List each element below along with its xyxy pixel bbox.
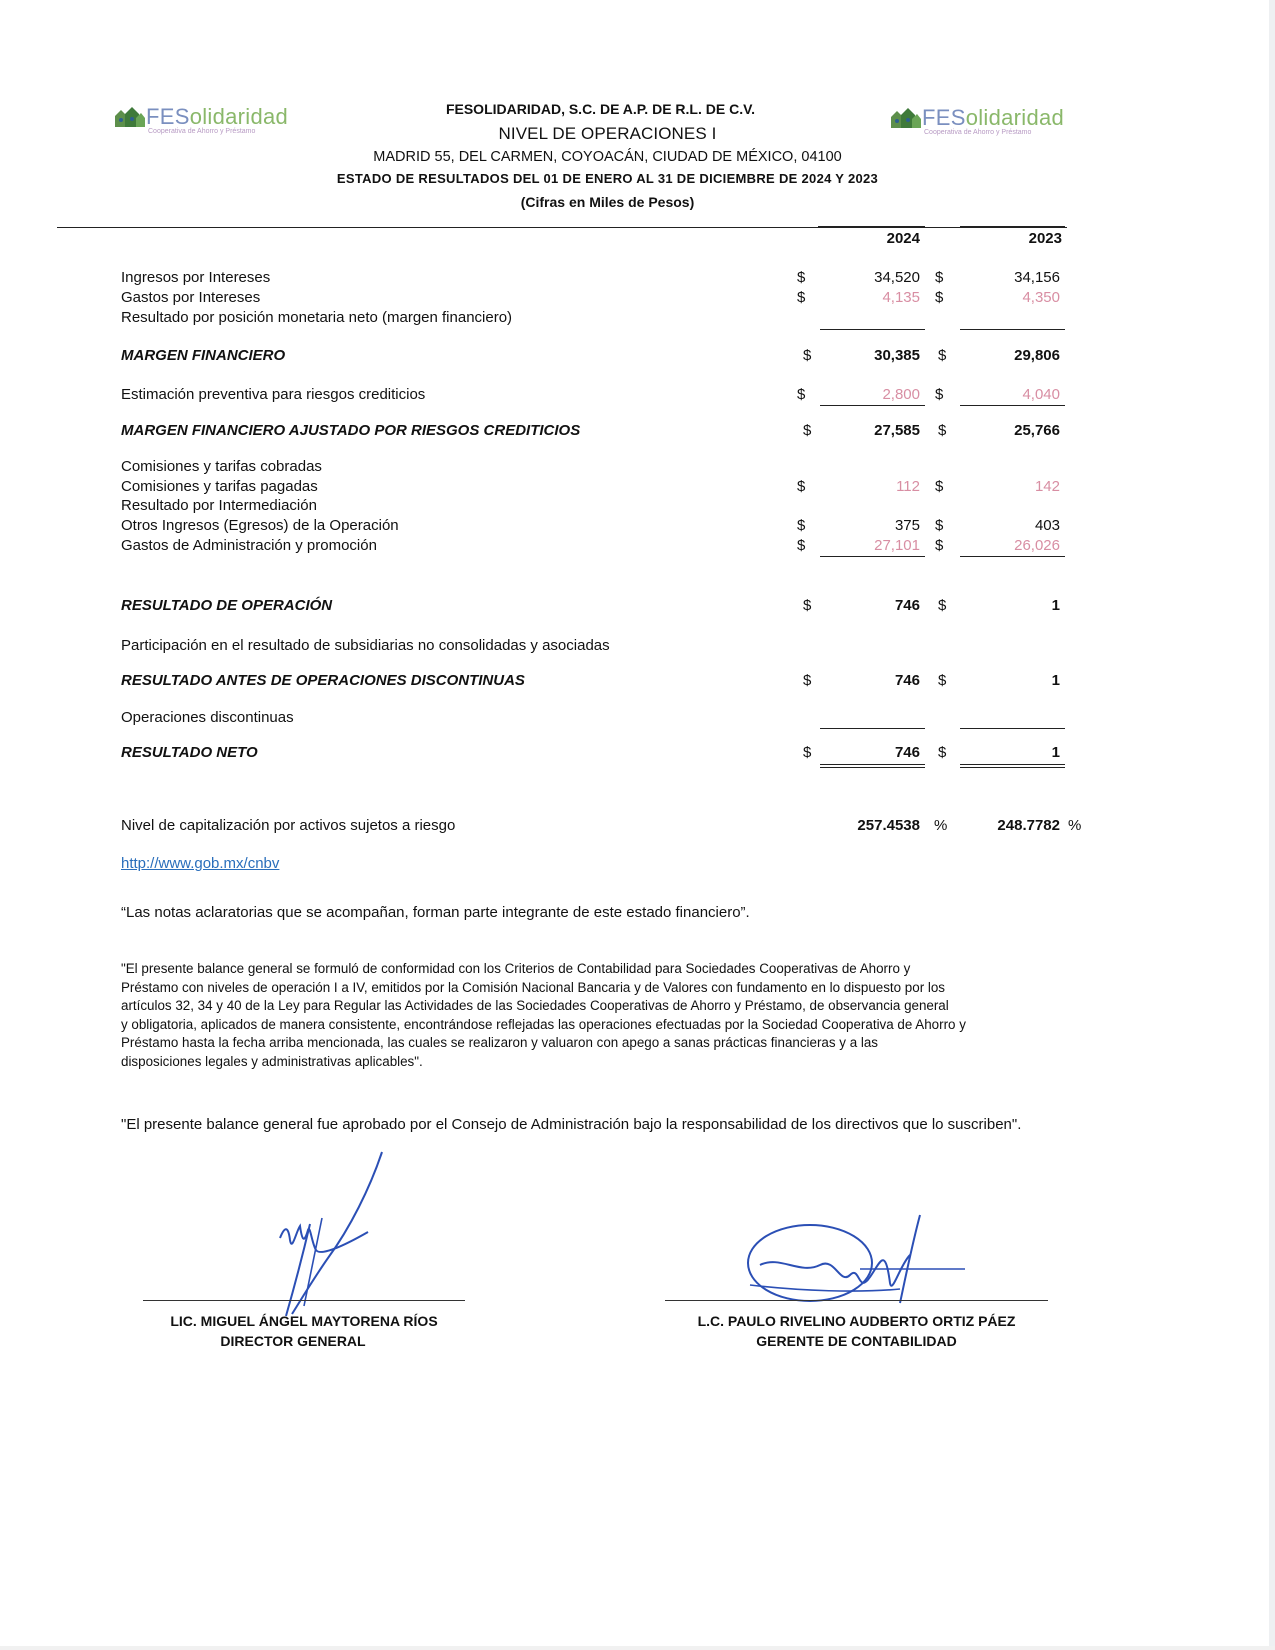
subtotal-rule (820, 728, 925, 729)
currency-symbol: $ (803, 744, 812, 761)
table-row (0, 744, 1275, 764)
currency-symbol: $ (938, 347, 947, 364)
row-label: Operaciones discontinuas (121, 709, 294, 726)
units-note: (Cifras en Miles de Pesos) (520, 194, 695, 210)
currency-symbol: $ (803, 422, 812, 439)
company-address: MADRID 55, DEL CARMEN, COYOACÁN, CIUDAD DE MÉXICO, 04100 (373, 149, 842, 165)
table-row (0, 537, 1275, 557)
currency-symbol: $ (935, 478, 944, 495)
row-label: Gastos por Intereses (121, 289, 261, 306)
value-2023: 403 (1034, 517, 1060, 534)
row-label: RESULTADO NETO (121, 744, 258, 761)
currency-symbol: $ (935, 386, 944, 403)
signature-line-accountant (665, 1300, 1048, 1301)
subtotal-rule (820, 329, 925, 330)
table-row (0, 597, 1275, 617)
header-rule (57, 227, 1067, 228)
table-row (0, 478, 1275, 498)
total-rule (960, 764, 1065, 765)
paragraph-line: disposiciones legales y administrativas aplicables". (121, 1053, 423, 1069)
year-header-2023: 2023 (1028, 230, 1062, 247)
currency-symbol: $ (938, 672, 947, 689)
paragraph-line: y obligatoria, aplicados de manera consistente, encontrándose reflejadas las operaciones efectuadas por la Sociedad Cooperativa de Ahorro y (121, 1016, 966, 1032)
logo-text-solidaridad: olidaridad (189, 104, 289, 129)
table-row (0, 422, 1275, 442)
value-2023: 25,766 (1014, 422, 1060, 439)
year-rule-2024 (818, 226, 925, 227)
value-2024: 746 (894, 744, 920, 761)
capitalization-2024: 257.4538 (857, 817, 920, 834)
row-label: RESULTADO ANTES DE OPERACIONES DISCONTINUAS (121, 672, 525, 689)
value-2024: 112 (896, 478, 920, 495)
operations-level: NIVEL DE OPERACIONES I (498, 124, 717, 143)
percent-sign: % (934, 817, 948, 834)
value-2024: 27,585 (874, 422, 920, 439)
director-title: DIRECTOR GENERAL (220, 1333, 366, 1349)
currency-symbol: $ (935, 269, 944, 286)
subtotal-rule (820, 556, 925, 557)
value-2024: 4,135 (882, 289, 920, 306)
logo-text-solidaridad: olidaridad (965, 105, 1065, 130)
total-rule (960, 767, 1065, 768)
page-bottom-edge (0, 1646, 1275, 1650)
table-row (0, 269, 1275, 289)
value-2023: 1 (1051, 672, 1060, 689)
subtotal-rule (820, 405, 925, 406)
value-2024: 2,800 (882, 386, 920, 403)
currency-symbol: $ (938, 422, 947, 439)
currency-symbol: $ (935, 289, 944, 306)
value-2023: 142 (1034, 478, 1060, 495)
signature-accountant (740, 1205, 970, 1315)
row-label: Resultado por posición monetaria neto (margen financiero) (121, 309, 513, 326)
signature-director (250, 1148, 410, 1318)
currency-symbol: $ (797, 517, 806, 534)
value-2023: 29,806 (1014, 347, 1060, 364)
currency-symbol: $ (797, 478, 806, 495)
logo-text-fes: FES (146, 104, 190, 129)
subtotal-rule (960, 556, 1065, 557)
value-2024: 30,385 (874, 347, 920, 364)
value-2023: 4,350 (1022, 289, 1060, 306)
row-label: RESULTADO DE OPERACIÓN (121, 597, 333, 614)
paragraph-line: "El presente balance general se formuló de conformidad con los Criterios de Contabilidad para Sociedades Cooperativas de Ahorro y (121, 961, 911, 976)
cnbv-link[interactable]: http://www.gob.mx/cnbv (121, 855, 280, 872)
currency-symbol: $ (935, 517, 944, 534)
capitalization-2023: 248.7782 (997, 817, 1060, 834)
approval-statement: "El presente balance general fue aprobado por el Consejo de Administración bajo la responsabilidad de los directivos que lo suscriben". (121, 1116, 1022, 1133)
table-row (0, 309, 1275, 329)
accountant-name: L.C. PAULO RIVELINO AUDBERTO ORTIZ PÁEZ (697, 1313, 1016, 1329)
year-rule-2023 (960, 226, 1065, 227)
subtotal-rule (960, 329, 1065, 330)
table-row (0, 517, 1275, 537)
currency-symbol: $ (797, 537, 806, 554)
logo-tagline: Cooperativa de Ahorro y Préstamo (924, 129, 1032, 136)
row-label: Participación en el resultado de subsidiarias no consolidadas y asociadas (121, 637, 610, 654)
value-2023: 1 (1051, 597, 1060, 614)
currency-symbol: $ (797, 386, 806, 403)
capitalization-row (0, 817, 1275, 837)
currency-symbol: $ (803, 597, 812, 614)
row-label: Gastos de Administración y promoción (121, 537, 377, 554)
notes-statement: “Las notas aclaratorias que se acompañan, forman parte integrante de este estado financiero”. (121, 904, 750, 921)
logo-tagline: Cooperativa de Ahorro y Préstamo (148, 128, 256, 135)
year-header-2024: 2024 (886, 230, 920, 247)
row-label: Resultado por Intermediación (121, 497, 317, 514)
table-row (0, 637, 1275, 657)
row-label: Otros Ingresos (Egresos) de la Operación (121, 517, 399, 534)
value-2023: 34,156 (1014, 269, 1060, 286)
subtotal-rule (960, 405, 1065, 406)
row-label: Ingresos por Intereses (121, 269, 271, 286)
total-rule (820, 767, 925, 768)
row-label: MARGEN FINANCIERO (121, 347, 286, 364)
value-2024: 375 (894, 517, 920, 534)
table-row (0, 458, 1275, 478)
value-2024: 746 (894, 672, 920, 689)
currency-symbol: $ (935, 537, 944, 554)
subtotal-rule (960, 728, 1065, 729)
row-label: Comisiones y tarifas pagadas (121, 478, 318, 495)
legal-paragraph (121, 960, 1089, 1072)
value-2024: 34,520 (874, 269, 920, 286)
percent-sign: % (1068, 817, 1082, 834)
accountant-title: GERENTE DE CONTABILIDAD (756, 1333, 957, 1349)
table-row (0, 289, 1275, 309)
statement-title: ESTADO DE RESULTADOS DEL 01 DE ENERO AL 31 DE DICIEMBRE DE 2024 Y 2023 (336, 171, 879, 186)
director-name: LIC. MIGUEL ÁNGEL MAYTORENA RÍOS (170, 1313, 438, 1329)
row-label: MARGEN FINANCIERO AJUSTADO POR RIESGOS CREDITICIOS (121, 422, 581, 439)
currency-symbol: $ (803, 347, 812, 364)
value-2023: 4,040 (1022, 386, 1060, 403)
paragraph-line: Préstamo con niveles de operación I a IV, emitidos por la Comisión Nacional Bancaria y de Valores con fundamento en lo dispuesto por los (121, 979, 945, 995)
paragraph-line: Préstamo hasta la fecha arriba mencionada, las cuales se realizaron y valuaron con apego a sanas prácticas financieras y a las (121, 1035, 878, 1051)
currency-symbol: $ (938, 597, 947, 614)
table-row (0, 347, 1275, 367)
table-row (0, 709, 1275, 729)
table-row (0, 497, 1275, 517)
row-label: Comisiones y tarifas cobradas (121, 458, 322, 475)
company-name: FESOLIDARIDAD, S.C. DE A.P. DE R.L. DE C.V. (445, 101, 756, 117)
currency-symbol: $ (803, 672, 812, 689)
row-label: Estimación preventiva para riesgos crediticios (121, 386, 426, 403)
value-2024: 27,101 (874, 537, 920, 554)
currency-symbol: $ (797, 269, 806, 286)
value-2024: 746 (894, 597, 920, 614)
paragraph-line: artículos 32, 34 y 40 de la Ley para Regular las Actividades de las Sociedades Cooperativas de Ahorro y Préstamo, de observancia general (121, 998, 949, 1014)
capitalization-label: Nivel de capitalización por activos sujetos a riesgo (121, 817, 456, 834)
value-2023: 26,026 (1014, 537, 1060, 554)
signature-line-director (143, 1300, 465, 1301)
table-row (0, 672, 1275, 692)
logo-text-fes: FES (922, 105, 966, 130)
value-2023: 1 (1051, 744, 1060, 761)
currency-symbol: $ (938, 744, 947, 761)
table-row (0, 386, 1275, 406)
currency-symbol: $ (797, 289, 806, 306)
total-rule (820, 764, 925, 765)
